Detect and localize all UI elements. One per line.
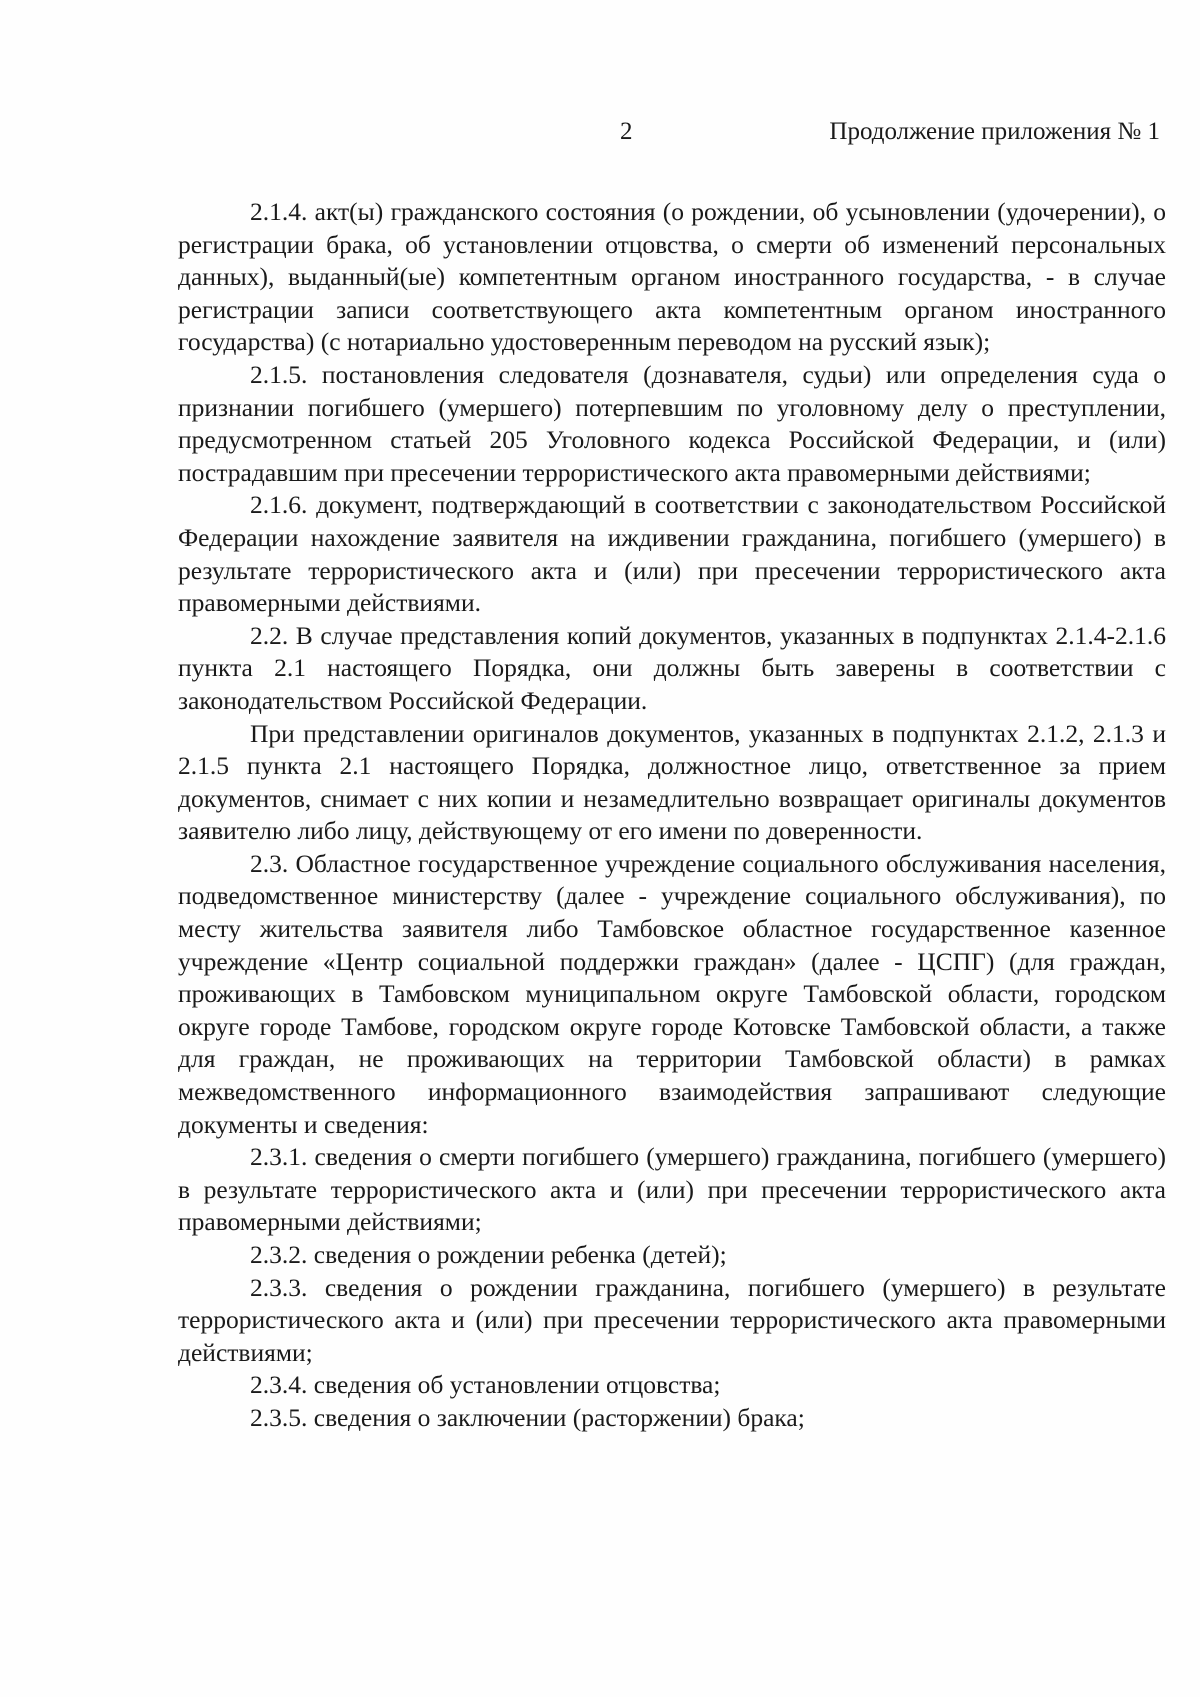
paragraph-2-2-originals: При представлении оригиналов документов, указанных в подпунктах 2.1.2, 2.1.3 и 2.1.5 пункта 2.1 настоящего Порядка, должностное лицо, ответственное за прием документов, снимает с них копии и незамедлительно возвращает оригиналы документов заявителю либо лицу, действующему от его имени по доверенности.: [178, 718, 1166, 846]
page-header: [180, 118, 1160, 158]
document-body: [178, 196, 1166, 1435]
page-number: 2: [620, 118, 633, 145]
paragraph-2-3-1: 2.3.1. сведения о смерти погибшего (умершего) гражданина, погибшего (умершего) в результате террористического акта и (или) при пресечении террористического акта правомерными действиями;: [178, 1142, 1166, 1237]
paragraph-2-1-4: 2.1.4. акт(ы) гражданского состояния (о рождении, об усыновлении (удочерении), о регистрации брака, об установлении отцовства, о смерти об изменений персональных данных), выданный(ые) компетентным органом иностранного государства, - в случае регистрации записи соответствующего акта компетентным органом иностранного государства) (с нотариально удостоверенным переводом на русский язык);: [178, 197, 1166, 357]
paragraph-2-3-3: 2.3.3. сведения о рождении гражданина, погибшего (умершего) в результате террористического акта и (или) при пресечении террористического акта правомерными действиями;: [178, 1272, 1166, 1367]
paragraph-2-3-2: 2.3.2. сведения о рождении ребенка (детей);: [250, 1240, 727, 1269]
paragraph-2-1-6: 2.1.6. документ, подтверждающий в соответствии с законодательством Российской Федерации нахождение заявителя на иждивении гражданина, погибшего (умершего) в результате террористического акта и (или) при пресечении террористического акта правомерными действиями.: [178, 490, 1166, 618]
paragraph-2-1-5: 2.1.5. постановления следователя (дознавателя, судьи) или определения суда о признании погибшего (умершего) потерпевшим по уголовному делу о преступлении, предусмотренном статьей 205 Уголовного кодекса Российской Федерации, и (или) пострадавшим при пресечении террористического акта правомерными действиями;: [178, 359, 1166, 487]
paragraph-2-2: 2.2. В случае представления копий документов, указанных в подпунктах 2.1.4-2.1.6 пункта 2.1 настоящего Порядка, они должны быть заверены в соответствии с законодательством Российской Федерации.: [178, 620, 1166, 715]
appendix-continuation-note: Продолжение приложения № 1: [829, 118, 1160, 145]
paragraph-2-3-4: 2.3.4. сведения об установлении отцовства;: [250, 1370, 721, 1400]
paragraph-2-3-5: 2.3.5. сведения о заключении (расторжении) брака;: [250, 1402, 805, 1432]
paragraph-2-3: 2.3. Областное государственное учреждение социального обслуживания населения, подведомственное министерству (далее - учреждение социального обслуживания), по месту жительства заявителя либо Тамбовское областное государственное казенное учреждение «Центр социальной поддержки граждан» (далее - ЦСПГ) (для граждан, проживающих в Тамбовском муниципальном округе Тамбовской области, городском округе городе Тамбове, городском округе городе Котовске Тамбовской области, а также для граждан, не проживающих на территории Тамбовской области) в рамках межведомственного информационного взаимодействия запрашивают следующие документы и сведения:: [178, 848, 1166, 1139]
